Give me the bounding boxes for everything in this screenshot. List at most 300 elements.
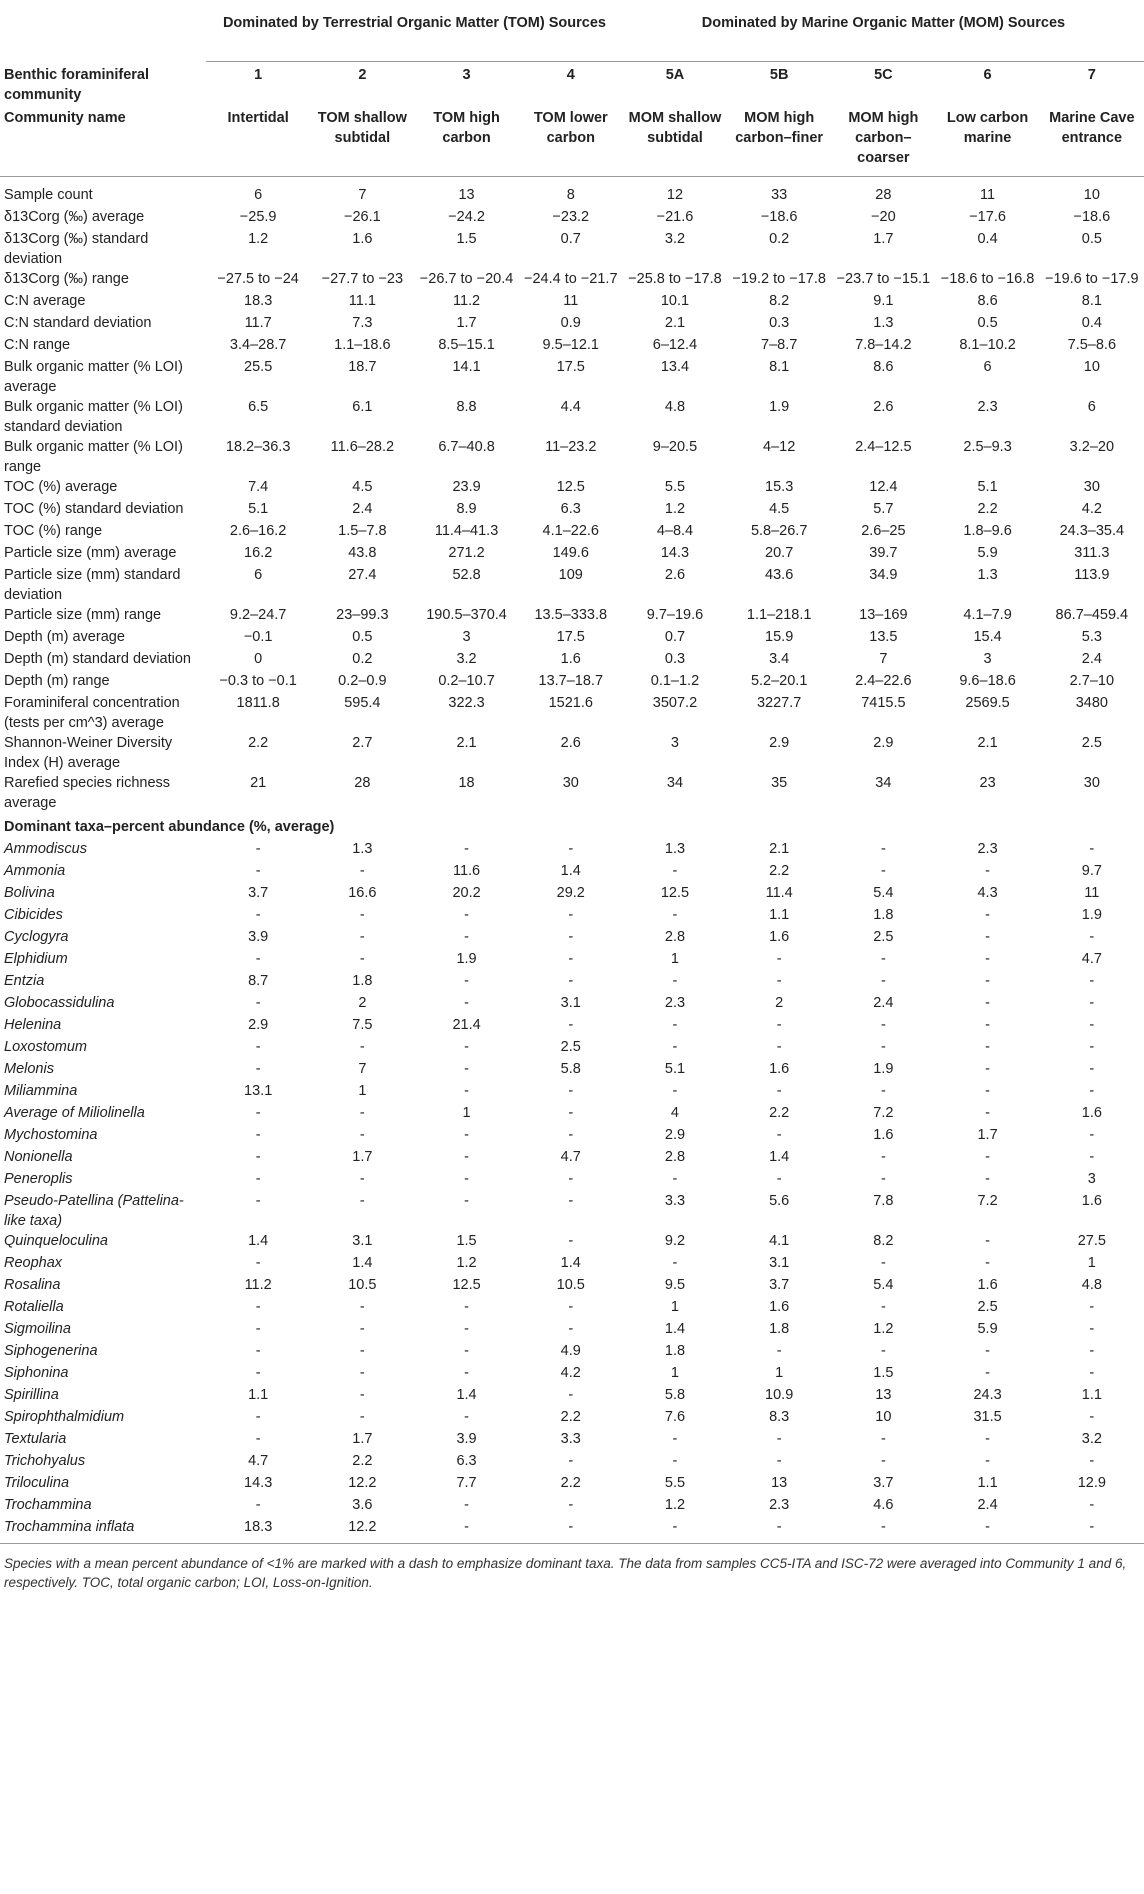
taxa-row: [0, 1147, 1144, 1169]
cell-value: 1.8: [769, 1320, 790, 1337]
cell-value: -: [776, 1082, 782, 1099]
cell-value: 1.6: [560, 650, 581, 667]
cell-value: 25.5: [244, 358, 273, 375]
cell-value: 8.8: [456, 398, 477, 415]
cell-value: 8.2: [769, 292, 790, 309]
cell-value: −27.5 to −24: [217, 270, 299, 287]
cell-value: 2.8: [664, 928, 686, 945]
cell-value: 0.5: [977, 314, 998, 331]
group-header-tom: Dominated by Terrestrial Organic Matter (TOM) Sources: [206, 0, 623, 62]
taxon-label: Nonionella: [4, 1148, 73, 1165]
cell-value: -: [880, 862, 886, 879]
cell-value: 27.5: [1077, 1232, 1106, 1249]
stats-row: [0, 649, 1144, 671]
taxon-label: Mychostomina: [4, 1126, 98, 1143]
row-label: C:N standard deviation: [4, 314, 152, 331]
cell-value: 3.7: [873, 1474, 894, 1491]
cell-value: 21: [250, 774, 267, 791]
cell-value: -: [672, 1082, 678, 1099]
row-label: Particle size (mm) range: [4, 606, 162, 623]
cell-value: 3.2: [456, 650, 477, 667]
cell-value: 1: [775, 1364, 784, 1381]
cell-value: 1.9: [873, 1060, 894, 1077]
cell-value: -: [255, 1496, 261, 1513]
cell-value: 3.2–20: [1069, 438, 1115, 455]
cell-value: -: [568, 1016, 574, 1033]
cell-value: 43.8: [348, 544, 377, 561]
cell-value: 2.2: [560, 1408, 581, 1425]
cell-value: 2.2: [769, 1104, 790, 1121]
taxa-row: [0, 1059, 1144, 1081]
cell-value: 1.7: [977, 1126, 998, 1143]
cell-value: 0.3: [664, 650, 686, 667]
stats-row: [0, 397, 1144, 437]
cell-value: 7.2: [977, 1192, 998, 1209]
cell-value: 2.1: [456, 734, 477, 751]
cell-value: 0.2: [352, 650, 373, 667]
cell-value: 8.7: [248, 972, 269, 989]
cell-value: 11: [563, 292, 579, 309]
cell-value: -: [464, 1126, 469, 1143]
taxa-row: [0, 883, 1144, 905]
cell-value: 7.5–8.6: [1067, 336, 1117, 353]
cell-value: 1.4: [456, 1386, 477, 1403]
cell-value: 17.5: [556, 358, 585, 375]
cell-value: -: [727, 1517, 831, 1544]
taxon-label: Textularia: [4, 1430, 67, 1447]
stats-row: [0, 499, 1144, 521]
cell-value: 1.3: [977, 566, 998, 583]
stats-row: [0, 543, 1144, 565]
cell-value: -: [985, 994, 990, 1011]
cell-value: -: [464, 906, 469, 923]
taxa-row: [0, 861, 1144, 883]
cell-value: -: [672, 862, 678, 879]
taxon-label: Peneroplis: [4, 1170, 73, 1187]
cell-value: −17.6: [969, 208, 1006, 225]
taxa-row: [0, 1015, 1144, 1037]
taxon-label: Rosalina: [4, 1276, 61, 1293]
cell-value: -: [776, 1170, 782, 1187]
stats-row: [0, 269, 1144, 291]
cell-value: 31.5: [973, 1408, 1002, 1425]
cell-value: -: [1089, 1038, 1095, 1055]
cell-value: 4.9: [560, 1342, 581, 1359]
cell-value: 2.4: [352, 500, 373, 517]
cell-value: -: [255, 1192, 261, 1209]
cell-value: 3.7: [769, 1276, 790, 1293]
cell-value: 6: [1087, 398, 1096, 415]
cell-value: -: [880, 1016, 886, 1033]
cell-value: 1.8: [664, 1342, 686, 1359]
cell-value: 1.9: [769, 398, 790, 415]
community-number: 2: [358, 67, 367, 83]
cell-value: 2.4–22.6: [855, 672, 912, 689]
cell-value: -: [414, 1517, 518, 1544]
taxon-label: Reophax: [4, 1254, 63, 1271]
row-label: Particle size (mm) average: [4, 544, 177, 561]
cell-value: -: [672, 1254, 678, 1271]
cell-value: 2569.5: [965, 694, 1010, 711]
cell-value: 1.1: [769, 906, 790, 923]
cell-value: -: [1089, 1148, 1095, 1165]
cell-value: 3.9: [456, 1430, 477, 1447]
cell-value: 595.4: [344, 694, 381, 711]
cell-value: 1.6: [769, 928, 790, 945]
cell-value: 4.7: [560, 1148, 581, 1165]
cell-value: 4.2: [1081, 500, 1102, 517]
cell-value: -: [880, 1254, 886, 1271]
community-name: Intertidal: [227, 109, 289, 126]
cell-value: 4.3: [977, 884, 998, 901]
cell-value: -: [985, 950, 990, 967]
row-label: Sample count: [4, 186, 93, 203]
cell-value: 5.5: [664, 1474, 686, 1491]
cell-value: -: [568, 1496, 574, 1513]
cell-value: 20.7: [765, 544, 794, 561]
cell-value: 6.3: [456, 1452, 477, 1469]
community-name: Marine Cave entrance: [1049, 109, 1135, 146]
cell-value: 1: [462, 1104, 471, 1121]
cell-value: −19.6 to −17.9: [1045, 270, 1139, 287]
cell-value: −21.6: [656, 208, 694, 225]
cell-value: -: [255, 906, 261, 923]
cell-value: -: [568, 972, 574, 989]
cell-value: -: [568, 1298, 574, 1315]
community-name: TOM high carbon: [433, 109, 500, 146]
cell-value: 4.1–7.9: [963, 606, 1012, 623]
stats-row: [0, 671, 1144, 693]
community-name: Low carbon marine: [946, 109, 1029, 146]
cell-value: 34: [666, 774, 684, 791]
cell-value: 9.5–12.1: [542, 336, 599, 353]
cell-value: -: [776, 1452, 782, 1469]
cell-value: -: [880, 950, 886, 967]
cell-value: -: [985, 1452, 990, 1469]
cell-value: -: [1089, 1298, 1095, 1315]
cell-value: -: [464, 1408, 469, 1425]
cell-value: 1.3: [352, 840, 373, 857]
cell-value: −19.2 to −17.8: [732, 270, 826, 287]
cell-value: 1.6: [769, 1298, 790, 1315]
taxa-row: [0, 1517, 1144, 1544]
cell-value: −0.1: [243, 628, 273, 645]
cell-value: 1.2: [456, 1254, 477, 1271]
cell-value: 7: [358, 186, 367, 203]
cell-value: 1.4: [248, 1232, 269, 1249]
cell-value: -: [255, 1342, 261, 1359]
cell-value: -: [359, 1126, 365, 1143]
taxon-label: Elphidium: [4, 950, 68, 967]
cell-value: 4.1–22.6: [542, 522, 599, 539]
cell-value: -: [255, 950, 261, 967]
cell-value: 2.3: [977, 840, 998, 857]
taxon-label: Trichohyalus: [4, 1452, 86, 1469]
cell-value: 0.2–0.9: [338, 672, 387, 689]
cell-value: 1: [1087, 1254, 1096, 1271]
cell-value: 2.3: [664, 994, 686, 1011]
cell-value: -: [672, 972, 678, 989]
community-number: 4: [566, 67, 575, 83]
cell-value: 5.5: [664, 478, 686, 495]
cell-value: -: [1089, 1082, 1095, 1099]
cell-value: -: [1040, 1517, 1144, 1544]
cell-value: 4.1: [769, 1232, 790, 1249]
cell-value: 1.1–218.1: [746, 606, 812, 623]
cell-value: 12.2: [348, 1474, 377, 1491]
cell-value: 322.3: [448, 694, 485, 711]
taxon-label: Trochammina inflata: [0, 1517, 206, 1544]
cell-value: -: [255, 1104, 261, 1121]
row-label: Depth (m) standard deviation: [4, 650, 191, 667]
cell-value: -: [568, 1192, 574, 1209]
cell-value: 1.4: [352, 1254, 373, 1271]
taxa-row: [0, 1451, 1144, 1473]
cell-value: 2.5: [1081, 734, 1102, 751]
cell-value: -: [255, 1298, 261, 1315]
cell-value: 1.2: [873, 1320, 894, 1337]
cell-value: 9–20.5: [652, 438, 698, 455]
cell-value: 149.6: [552, 544, 589, 561]
cell-value: 9.7: [1081, 862, 1102, 879]
row-label: TOC (%) range: [4, 522, 103, 539]
cell-value: -: [359, 1298, 365, 1315]
row-label: Bulk organic matter (% LOI) average: [4, 358, 183, 395]
cell-value: 2.1: [769, 840, 790, 857]
cell-value: 10.5: [556, 1276, 585, 1293]
cell-value: 10: [875, 1408, 892, 1425]
cell-value: 5.2–20.1: [750, 672, 808, 689]
cell-value: 2.5–9.3: [963, 438, 1012, 455]
cell-value: 15.9: [765, 628, 794, 645]
cell-value: -: [1089, 840, 1095, 857]
row-label: TOC (%) average: [4, 478, 118, 495]
cell-value: 18.2–36.3: [225, 438, 291, 455]
cell-value: 5.8: [664, 1386, 686, 1403]
cell-value: 2.5: [560, 1038, 581, 1055]
cell-value: 8.1–10.2: [959, 336, 1016, 353]
cell-value: -: [464, 1148, 469, 1165]
cell-value: 4.7: [248, 1452, 269, 1469]
cell-value: -: [985, 1148, 990, 1165]
cell-value: -: [985, 1232, 990, 1249]
cell-value: 28: [354, 774, 371, 791]
cell-value: 11.2: [244, 1276, 272, 1293]
community-name: TOM lower carbon: [533, 109, 608, 146]
cell-value: 1.4: [769, 1148, 790, 1165]
cell-value: 2.9: [873, 734, 894, 751]
cell-value: 0.5: [1081, 230, 1102, 247]
cell-value: 1.6: [1081, 1192, 1102, 1209]
cell-value: −0.3 to −0.1: [219, 672, 297, 689]
cell-value: 3.2: [1081, 1430, 1102, 1447]
cell-value: -: [359, 1364, 365, 1381]
cell-value: 1.9: [456, 950, 477, 967]
row-label: Foraminiferal concentration (tests per cm^3) average: [4, 694, 180, 731]
taxon-label: Siphogenerina: [4, 1342, 98, 1359]
cell-value: 13.1: [244, 1082, 273, 1099]
taxon-label: Spirillina: [4, 1386, 59, 1403]
taxon-label: Pseudo-Patellina (Pattelina-like taxa): [4, 1192, 184, 1229]
cell-value: 12.9: [1077, 1474, 1106, 1491]
cell-value: -: [464, 928, 469, 945]
cell-value: 3: [1087, 1170, 1096, 1187]
cell-value: 7.6: [664, 1408, 686, 1425]
cell-value: 311.3: [1074, 544, 1110, 561]
cell-value: 6.1: [352, 398, 373, 415]
cell-value: -: [255, 1254, 261, 1271]
cell-value: 8.3: [769, 1408, 790, 1425]
cell-value: 2.7–10: [1069, 672, 1115, 689]
cell-value: 0.3: [769, 314, 790, 331]
cell-value: 1.5: [456, 230, 477, 247]
cell-value: 1.2: [664, 1496, 686, 1513]
cell-value: 2.6: [560, 734, 581, 751]
cell-value: 39.7: [869, 544, 898, 561]
cell-value: 2.7: [352, 734, 373, 751]
cell-value: -: [255, 1364, 261, 1381]
cell-value: 13.7–18.7: [538, 672, 604, 689]
cell-value: 28: [875, 186, 892, 203]
cell-value: 1.1: [248, 1386, 269, 1403]
cell-value: 43.6: [765, 566, 794, 583]
taxa-row: [0, 905, 1144, 927]
cell-value: −18.6: [760, 208, 798, 225]
table-footnote: Species with a mean percent abundance of <1% are marked with a dash to emphasize dominant taxa. The data from samples CC5-ITA and ISC-72 were averaged into Community 1 and 6, respectively. TOC, total organic carbon; LOI, Loss-on-Ignition.: [4, 1555, 1127, 1590]
cell-value: -: [255, 1126, 261, 1143]
taxa-row: [0, 839, 1144, 861]
cell-value: 4.5: [352, 478, 373, 495]
stats-row: [0, 229, 1144, 269]
cell-value: -: [464, 1342, 469, 1359]
cell-value: 0: [254, 650, 263, 667]
cell-value: 2.3: [977, 398, 998, 415]
cell-value: -: [776, 1016, 782, 1033]
community-number: 5A: [665, 67, 685, 83]
cell-value: -: [359, 1386, 365, 1403]
taxa-row: [0, 927, 1144, 949]
cell-value: 1.8: [352, 972, 373, 989]
cell-value: 2.6: [873, 398, 894, 415]
cell-value: -: [985, 972, 990, 989]
cell-value: 1.3: [664, 840, 686, 857]
cell-value: 10.1: [660, 292, 690, 309]
cell-value: -: [1089, 1342, 1095, 1359]
taxon-label: Rotaliella: [4, 1298, 64, 1315]
cell-value: -: [255, 1320, 261, 1337]
cell-value: 6: [254, 566, 263, 583]
cell-value: -: [359, 950, 365, 967]
cell-value: 6.3: [560, 500, 581, 517]
cell-value: -: [672, 1170, 678, 1187]
cell-value: −24.2: [448, 208, 485, 225]
taxon-label: Miliammina: [4, 1082, 78, 1099]
taxa-row: [0, 1103, 1144, 1125]
cell-value: -: [359, 1038, 365, 1055]
cell-value: 1.6: [1081, 1104, 1102, 1121]
cell-value: -: [831, 1517, 935, 1544]
cell-value: 4.4: [560, 398, 581, 415]
cell-value: 9.6–18.6: [959, 672, 1016, 689]
cell-value: -: [255, 1148, 261, 1165]
cell-value: -: [359, 1104, 365, 1121]
cell-value: 3.1: [769, 1254, 790, 1271]
cell-value: -: [1089, 1060, 1095, 1077]
row-label: C:N average: [4, 292, 86, 309]
cell-value: 1.8: [873, 906, 894, 923]
cell-value: 12.5: [660, 884, 690, 901]
cell-value: 2.2: [248, 734, 269, 751]
cell-value: 6–12.4: [652, 336, 698, 353]
cell-value: 3.1: [352, 1232, 373, 1249]
community-name: TOM shallow subtidal: [317, 109, 407, 146]
cell-value: -: [776, 972, 782, 989]
stats-row: [0, 357, 1144, 397]
taxon-label: Sigmoilina: [4, 1320, 71, 1337]
cell-value: 4.8: [664, 398, 686, 415]
cell-value: -: [255, 862, 261, 879]
cell-value: 4–12: [763, 438, 796, 455]
taxon-label: Bolivina: [4, 884, 55, 901]
cell-value: -: [985, 1364, 990, 1381]
cell-value: -: [568, 1232, 574, 1249]
cell-value: -: [880, 1430, 886, 1447]
taxa-section-label: Dominant taxa–percent abundance (%, average): [4, 818, 335, 835]
cell-value: -: [464, 1192, 469, 1209]
cell-value: 3507.2: [652, 694, 698, 711]
cell-value: 0.2: [769, 230, 790, 247]
cell-value: −23.2: [552, 208, 590, 225]
cell-value: −20: [871, 208, 896, 225]
cell-value: 7: [358, 1060, 367, 1077]
cell-value: 1811.8: [236, 694, 280, 711]
cell-value: 7415.5: [861, 694, 906, 711]
cell-value: -: [880, 1342, 886, 1359]
cell-value: 1.7: [873, 230, 894, 247]
cell-value: 0.4: [977, 230, 998, 247]
cell-value: -: [568, 1452, 574, 1469]
cell-value: -: [464, 1496, 469, 1513]
row-label: Bulk organic matter (% LOI) range: [4, 438, 183, 475]
cell-value: -: [568, 928, 574, 945]
taxa-row: [0, 1473, 1144, 1495]
cell-value: 0.7: [560, 230, 581, 247]
cell-value: -: [776, 950, 782, 967]
cell-value: 14.3: [660, 544, 690, 561]
taxa-row: [0, 1275, 1144, 1297]
cell-value: 2.2: [977, 500, 998, 517]
cell-value: 1.6: [873, 1126, 894, 1143]
cell-value: -: [672, 1452, 678, 1469]
cell-value: 2.5: [977, 1298, 998, 1315]
stats-row: [0, 733, 1144, 773]
cell-value: 4: [670, 1104, 679, 1121]
cell-value: -: [985, 906, 990, 923]
cell-value: -: [776, 1126, 782, 1143]
taxa-row: [0, 1319, 1144, 1341]
stats-row: [0, 313, 1144, 335]
taxon-label: Siphonina: [4, 1364, 69, 1381]
cell-value: −25.9: [239, 208, 277, 225]
cell-value: -: [985, 1430, 990, 1447]
cell-value: 5.6: [769, 1192, 790, 1209]
taxa-row: [0, 1253, 1144, 1275]
taxa-row: [0, 1385, 1144, 1407]
cell-value: 2.8: [664, 1148, 686, 1165]
row-label: Shannon-Weiner Diversity Index (H) average: [4, 734, 173, 771]
cell-value: 11.2: [452, 292, 481, 309]
cell-value: 7: [879, 650, 888, 667]
